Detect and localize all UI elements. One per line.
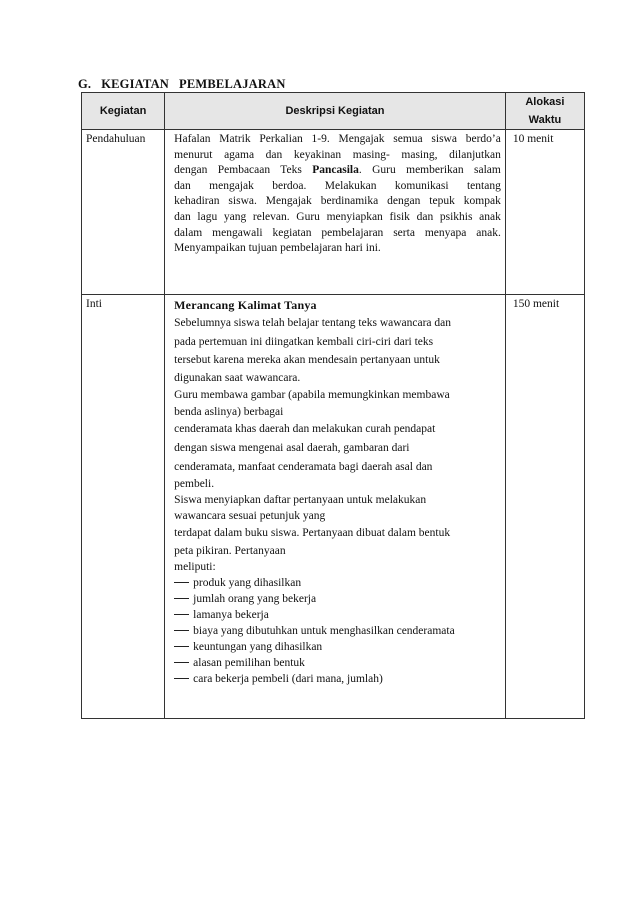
desc-line: dan mengajak berdoa. Melakukan komunikasi tentang (174, 179, 501, 192)
desc-line: Guru membawa gambar (apabila memungkinkan membawa (174, 388, 450, 401)
desc-text: dengan Pembacaan Teks (174, 164, 313, 177)
dash-bullet-icon (174, 614, 189, 615)
desc-line: dengan siswa mengenai asal daerah, gambaran dari (174, 441, 410, 454)
cell-kegiatan-inti: Inti (82, 295, 165, 719)
desc-text: . Guru memberikan salam (358, 164, 501, 177)
list-item (174, 591, 501, 607)
list-item-text: cara bekerja pembeli (dari mana, jumlah) (193, 672, 383, 685)
list-item-text: produk yang dihasilkan (193, 576, 302, 589)
dash-bullet-icon (174, 662, 189, 663)
inti-title: Merancang Kalimat Tanya (174, 298, 317, 312)
desc-line: Hafalan Matrik Perkalian 1-9. Mengajak semua siswa berdo’a (174, 133, 501, 145)
dash-bullet-icon (174, 630, 189, 631)
desc-line: menurut agama dan keyakinan masing- masing, dilanjutkan (174, 148, 501, 161)
desc-line: digunakan saat wawancara. (174, 371, 301, 384)
header-alokasi-waktu (505, 93, 584, 130)
desc-line: benda aslinya) berbagai (174, 406, 284, 419)
desc-line: wawancara sesuai petunjuk yang (174, 510, 326, 523)
desc-line: cenderamata, manfaat cenderamata bagi daerah asal dan (174, 460, 433, 473)
list-item (174, 671, 501, 687)
desc-line: pada pertemuan ini diingatkan kembali ciri-ciri dari teks (174, 335, 434, 348)
desc-line-pancasila (174, 163, 501, 179)
table-row-inti (82, 295, 585, 719)
desc-line: pembeli. (174, 478, 215, 491)
header-waktu-line2: Waktu (528, 114, 562, 126)
desc-line: kehadiran siswa. Mengajak berdinamika dengan tepuk kompak (174, 195, 501, 208)
list-item (174, 623, 501, 639)
desc-line: meliputi: (174, 560, 216, 573)
section-title: G. KEGIATAN PEMBELAJARAN (78, 77, 286, 91)
dash-bullet-icon (174, 598, 189, 599)
cell-kegiatan-pendahuluan: Pendahuluan (82, 130, 165, 295)
desc-line: cenderamata khas daerah dan melakukan curah pendapat (174, 423, 436, 436)
desc-line: tersebut karena mereka akan mendesain pertanyaan untuk (174, 354, 440, 367)
header-waktu-line1: Alokasi (525, 96, 565, 108)
dash-bullet-icon (174, 678, 189, 679)
list-item-text: jumlah orang yang bekerja (193, 592, 317, 605)
table-header-row (82, 93, 585, 130)
list-item (174, 607, 501, 623)
cell-deskripsi-pendahuluan (165, 130, 506, 295)
table-row-pendahuluan (82, 130, 585, 295)
list-item-text: keuntungan yang dihasilkan (193, 640, 323, 653)
cell-waktu-pendahuluan: 10 menit (505, 130, 584, 295)
list-item-text: biaya yang dibutuhkan untuk menghasilkan cenderamata (193, 624, 455, 637)
desc-line: dalam mengawali kegiatan pembelajaran serta menyapa anak. (174, 226, 501, 239)
list-item-text: lamanya bekerja (193, 608, 269, 621)
dash-bullet-icon (174, 646, 189, 647)
list-item (174, 639, 501, 655)
dash-bullet-icon (174, 582, 189, 583)
desc-line: peta pikiran. Pertanyaan (174, 544, 286, 557)
desc-line: Siswa menyiapkan daftar pertanyaan untuk melakukan (174, 494, 427, 507)
list-item (174, 575, 501, 591)
cell-waktu-inti: 150 menit (505, 295, 584, 719)
desc-line: Sebelumnya siswa telah belajar tentang teks wawancara dan (174, 317, 452, 329)
desc-line: dan lagu yang relevan. Guru menyiapkan fisik dan psikhis anak (174, 210, 501, 223)
header-kegiatan: Kegiatan (82, 93, 165, 130)
list-item (174, 655, 501, 671)
list-item-text: alasan pemilihan bentuk (193, 656, 305, 669)
desc-line: terdapat dalam buku siswa. Pertanyaan dibuat dalam bentuk (174, 527, 451, 540)
cell-deskripsi-inti (165, 295, 506, 719)
activity-table (81, 92, 585, 719)
pancasila-bold: Pancasila (312, 164, 359, 177)
desc-line: Menyampaikan tujuan pembelajaran hari ini. (174, 242, 381, 255)
header-deskripsi: Deskripsi Kegiatan (165, 93, 506, 130)
